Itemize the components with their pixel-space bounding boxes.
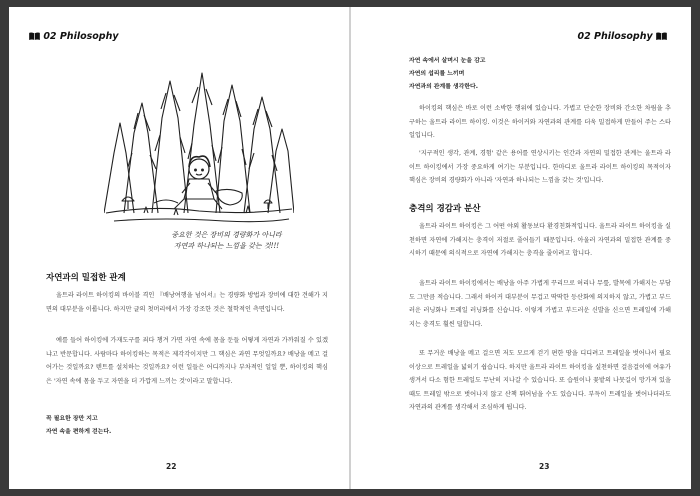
left-note-line1: 꼭 필요한 장만 지고 bbox=[46, 416, 98, 422]
book-spread bbox=[9, 7, 691, 489]
page-number-right: 23 bbox=[539, 462, 550, 471]
left-paragraph-2: 예를 들어 하이킹에 가재도구를 죄다 챙겨 가면 자연 속에 몸을 둔들 어떻게 자연과 가까워질 수 있겠냐고 반문합니다. 사람마다 하이킹하는 목적은 제각각이지만 그 핵심은 과연 무엇일까요? 배낭을 메고 걸어가는 것일까요? 텐트를 설치하는 것일까요? 이런 일들은 어디까지나 부차적인 일일 뿐, 하이킹의 핵심은 '자연 속에 몸을 두고 자연을 더 가깝게 느끼는 것'이라고 말합니다. bbox=[46, 337, 328, 385]
section-title-impact-reduction: 충격의 경감과 분산 bbox=[409, 204, 481, 214]
open-book-icon bbox=[29, 32, 40, 40]
right-page bbox=[350, 7, 691, 489]
illustration-caption-line1: 중요한 것은 장비의 경량화가 아니라 bbox=[171, 231, 282, 239]
illustration-caption-line2: 자연과 하나되는 느낌을 갖는 것!!! bbox=[173, 242, 280, 250]
left-paragraph-1: 울트라 라이트 하이킹의 바이블 격인 『배낭여행을 넘어서』는 경량화 방법과 장비에 대한 견해가 지면의 대부분을 이룹니다. 하지만 글의 첫머리에서 가장 강조한 것은 철학적인 측면입니다. bbox=[46, 292, 328, 313]
section-title-close-relationship: 자연과의 밀접한 관계 bbox=[46, 273, 126, 283]
page-number-left: 22 bbox=[166, 462, 177, 471]
right-note-line2: 자연의 섭리를 느끼며 bbox=[409, 71, 465, 77]
right-paragraph-1: 하이킹의 핵심은 바로 이런 소박한 행위에 있습니다. 가볍고 단순한 장비와 간소한 차림을 추구하는 울트라 라이트 하이킹. 이것은 하이커와 자연과의 관계를 더욱 밀접하게 만들어 주는 스타일입니다. bbox=[409, 105, 671, 140]
right-note-line3: 자연과의 관계를 생각한다. bbox=[409, 84, 478, 90]
running-head-left: 02 Philosophy bbox=[29, 31, 119, 42]
hiker-forest-illustration bbox=[104, 63, 294, 228]
right-paragraph-2: '지구적인 생각, 관계, 경험' 같은 용어를 연상시키는 인간과 자연의 밀접한 관계는 울트라 라이트 하이킹에서 가장 중요하게 여기는 부분입니다. 한마디로 울트라 라이트 하이킹의 목적이자 핵심은 장비의 경량화가 아니라 '자연과 하나되는 느낌을 갖는 것'입니다. bbox=[409, 150, 671, 185]
left-note-line2: 자연 속을 편하게 걷는다. bbox=[46, 429, 112, 435]
open-book-icon bbox=[656, 32, 667, 40]
right-paragraph-4: 울트라 라이트 하이킹에서는 배낭을 아주 가볍게 꾸리므로 허리나 무릎, 발목에 가해지는 부담도 그만큼 적습니다. 그래서 하이커 대부분이 무겁고 딱딱한 등산화에 의지하지 않고, 가볍고 부드러운 러닝화나 트레일 러닝화를 신습니다. 이렇게 가볍고 부드러운 신발을 신으면 트레일에 가해지는 충격도 훨씬 덜합니다. bbox=[409, 280, 671, 328]
right-paragraph-3: 울트라 라이트 하이킹은 그 어떤 야외 활동보다 환경친화적입니다. 울트라 라이트 하이킹을 실천하면 자연에 가해지는 충격이 저절로 줄어들기 때문입니다. 아울러 자연과의 밀접한 관계를 중시하기 때문에 의식적으로 자연에 가해지는 충격을 줄이려고 합니다. bbox=[409, 223, 671, 258]
left-page bbox=[9, 7, 350, 489]
right-paragraph-5: 또 무거운 배낭을 메고 걸으면 저도 모르게 걷기 편한 땅을 디디려고 트레일을 벗어나서 필요 이상으로 트레일을 넓히기 쉽습니다. 하지만 울트라 라이트 하이킹을 실천하면 걸음걸이에 여유가 생겨서 다소 험한 트레일도 무난히 지나갈 수 있습니다. 또 습원이나 꽃밭의 나뭇길이 망가져 있을 때도 트레일 밖으로 벗어나지 않고 산책 뛰어넘을 수도 있습니다. 부득이 트레일을 벗어나더라도 자연과의 관계를 생각해서 조심하게 됩니다. bbox=[409, 350, 671, 412]
running-head-right: 02 Philosophy bbox=[577, 31, 667, 42]
right-note-line1: 자연 속에서 살며시 눈을 감고 bbox=[409, 58, 486, 64]
